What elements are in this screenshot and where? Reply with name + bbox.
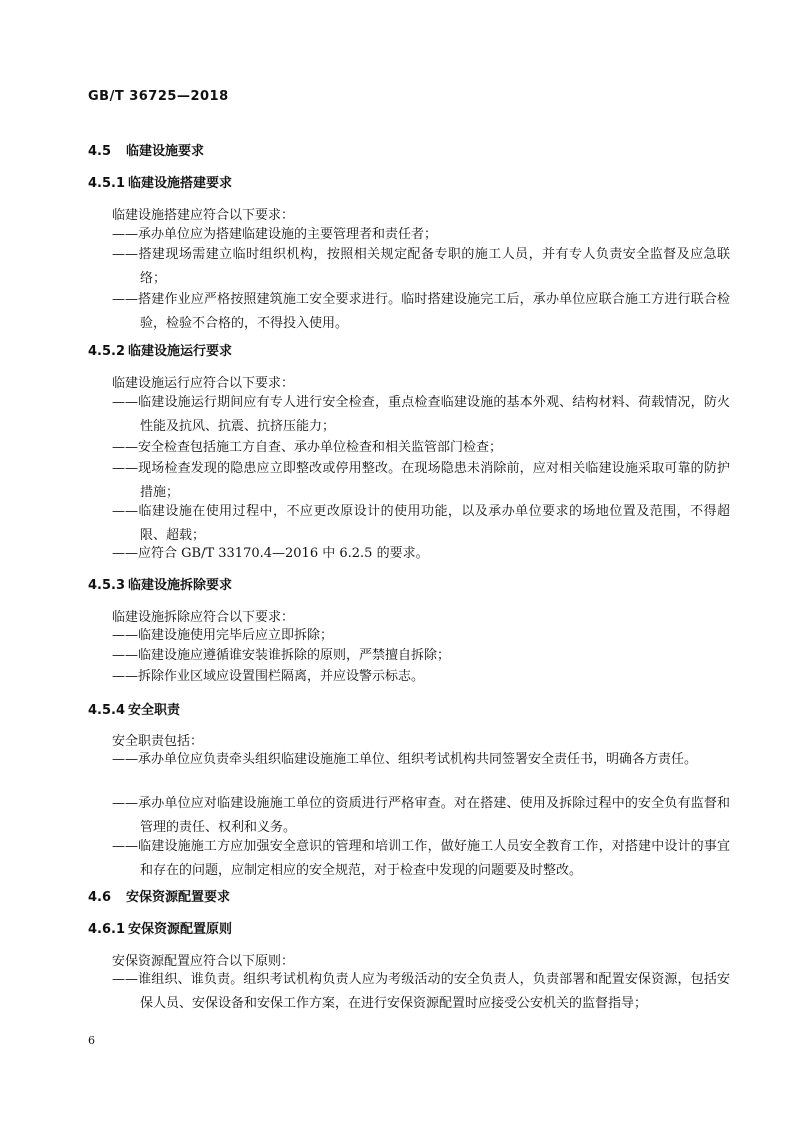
section-number: 4.6.1 xyxy=(88,922,126,937)
section-title: 临建设施运行要求 xyxy=(128,344,233,359)
section-title: 安保资源配置原则 xyxy=(128,922,233,937)
section-number: 4.5.2 xyxy=(88,344,126,359)
list-item: ——安全检查包括施工方自查、承办单位检查和相关监管部门检查； xyxy=(112,440,503,455)
list-item: ——临建设施应遵循谁安装谁拆除的原则，严禁擅自拆除； xyxy=(112,648,451,663)
section-intro: 临建设施运行应符合以下要求： xyxy=(112,376,295,391)
section-heading-4-5-4 xyxy=(88,699,180,718)
section-intro: 临建设施拆除应符合以下要求： xyxy=(112,610,295,625)
list-item: ——临建设施在使用过程中，不应更改原设计的使用功能，以及承办单位要求的场地位置及范围，不得超限、超载； xyxy=(112,504,730,543)
list-item: ——临建设施施工方应加强安全意识的管理和培训工作，做好施工人员安全教育工作，对搭建中设计的事宜和存在的问题，应制定相应的安全规范，对于检查中发现的问题要及时整改。 xyxy=(112,839,730,878)
section-intro: 临建设施搭建应符合以下要求： xyxy=(112,208,295,223)
section-title: 临建设施拆除要求 xyxy=(128,578,233,593)
section-number: 4.5.1 xyxy=(88,176,126,191)
section-heading-4-6-1 xyxy=(88,918,232,937)
section-intro: 安保资源配置应符合以下原则： xyxy=(112,954,295,969)
list-item: ——承办单位应负责牵头组织临建设施施工单位、组织考试机构共同签署安全责任书，明确各方责任。 xyxy=(112,752,698,767)
section-number: 4.6 xyxy=(88,890,112,905)
list-item: ——应符合 GB/T 33170.4—2016 中 6.2.5 的要求。 xyxy=(112,546,429,561)
standard-code: GB/T 36725—2018 xyxy=(88,89,229,104)
list-item: ——承办单位应为搭建临建设施的主要管理者和责任者； xyxy=(112,227,438,242)
section-title: 临建设施搭建要求 xyxy=(128,176,233,191)
section-intro: 安全职责包括： xyxy=(112,734,204,749)
section-title: 临建设施要求 xyxy=(126,144,205,159)
list-item: ——临建设施运行期间应有专人进行安全检查，重点检查临建设施的基本外观、结构材料、荷载情况，防火性能及抗风、抗震、抗挤压能力； xyxy=(112,395,730,434)
section-number: 4.5.4 xyxy=(88,703,126,718)
list-item: ——承办单位应对临建设施施工单位的资质进行严格审查。对在搭建、使用及拆除过程中的安全负有监督和管理的责任、权利和义务。 xyxy=(112,796,730,835)
section-heading-4-5 xyxy=(88,140,204,159)
section-heading-4-6 xyxy=(88,886,230,905)
page-number: 6 xyxy=(88,1034,95,1047)
list-item: ——临建设施使用完毕后应立即拆除； xyxy=(112,628,334,643)
section-heading-4-5-1 xyxy=(88,172,232,191)
section-title: 安保资源配置要求 xyxy=(126,890,231,905)
section-heading-4-5-3 xyxy=(88,574,232,593)
list-item: ——谁组织、谁负责。组织考试机构负责人应为考级活动的安全负责人，负责部署和配置安保资源，包括安保人员、安保设备和安保工作方案，在进行安保资源配置时应接受公安机关的监督指导； xyxy=(112,972,730,1011)
section-heading-4-5-2 xyxy=(88,340,232,359)
section-number: 4.5 xyxy=(88,144,112,159)
list-item: ——搭建现场需建立临时组织机构，按照相关规定配备专职的施工人员，并有专人负责安全监督及应急联络； xyxy=(112,247,730,286)
list-item: ——搭建作业应严格按照建筑施工安全要求进行。临时搭建设施完工后，承办单位应联合施工方进行联合检验，检验不合格的，不得投入使用。 xyxy=(112,292,730,331)
section-title: 安全职责 xyxy=(128,703,181,718)
list-item: ——现场检查发现的隐患应立即整改或停用整改。在现场隐患未消除前，应对相关临建设施采取可靠的防护措施； xyxy=(112,461,730,500)
list-item: ——拆除作业区域应设置围栏隔离，并应设警示标志。 xyxy=(112,669,425,684)
section-number: 4.5.3 xyxy=(88,578,126,593)
